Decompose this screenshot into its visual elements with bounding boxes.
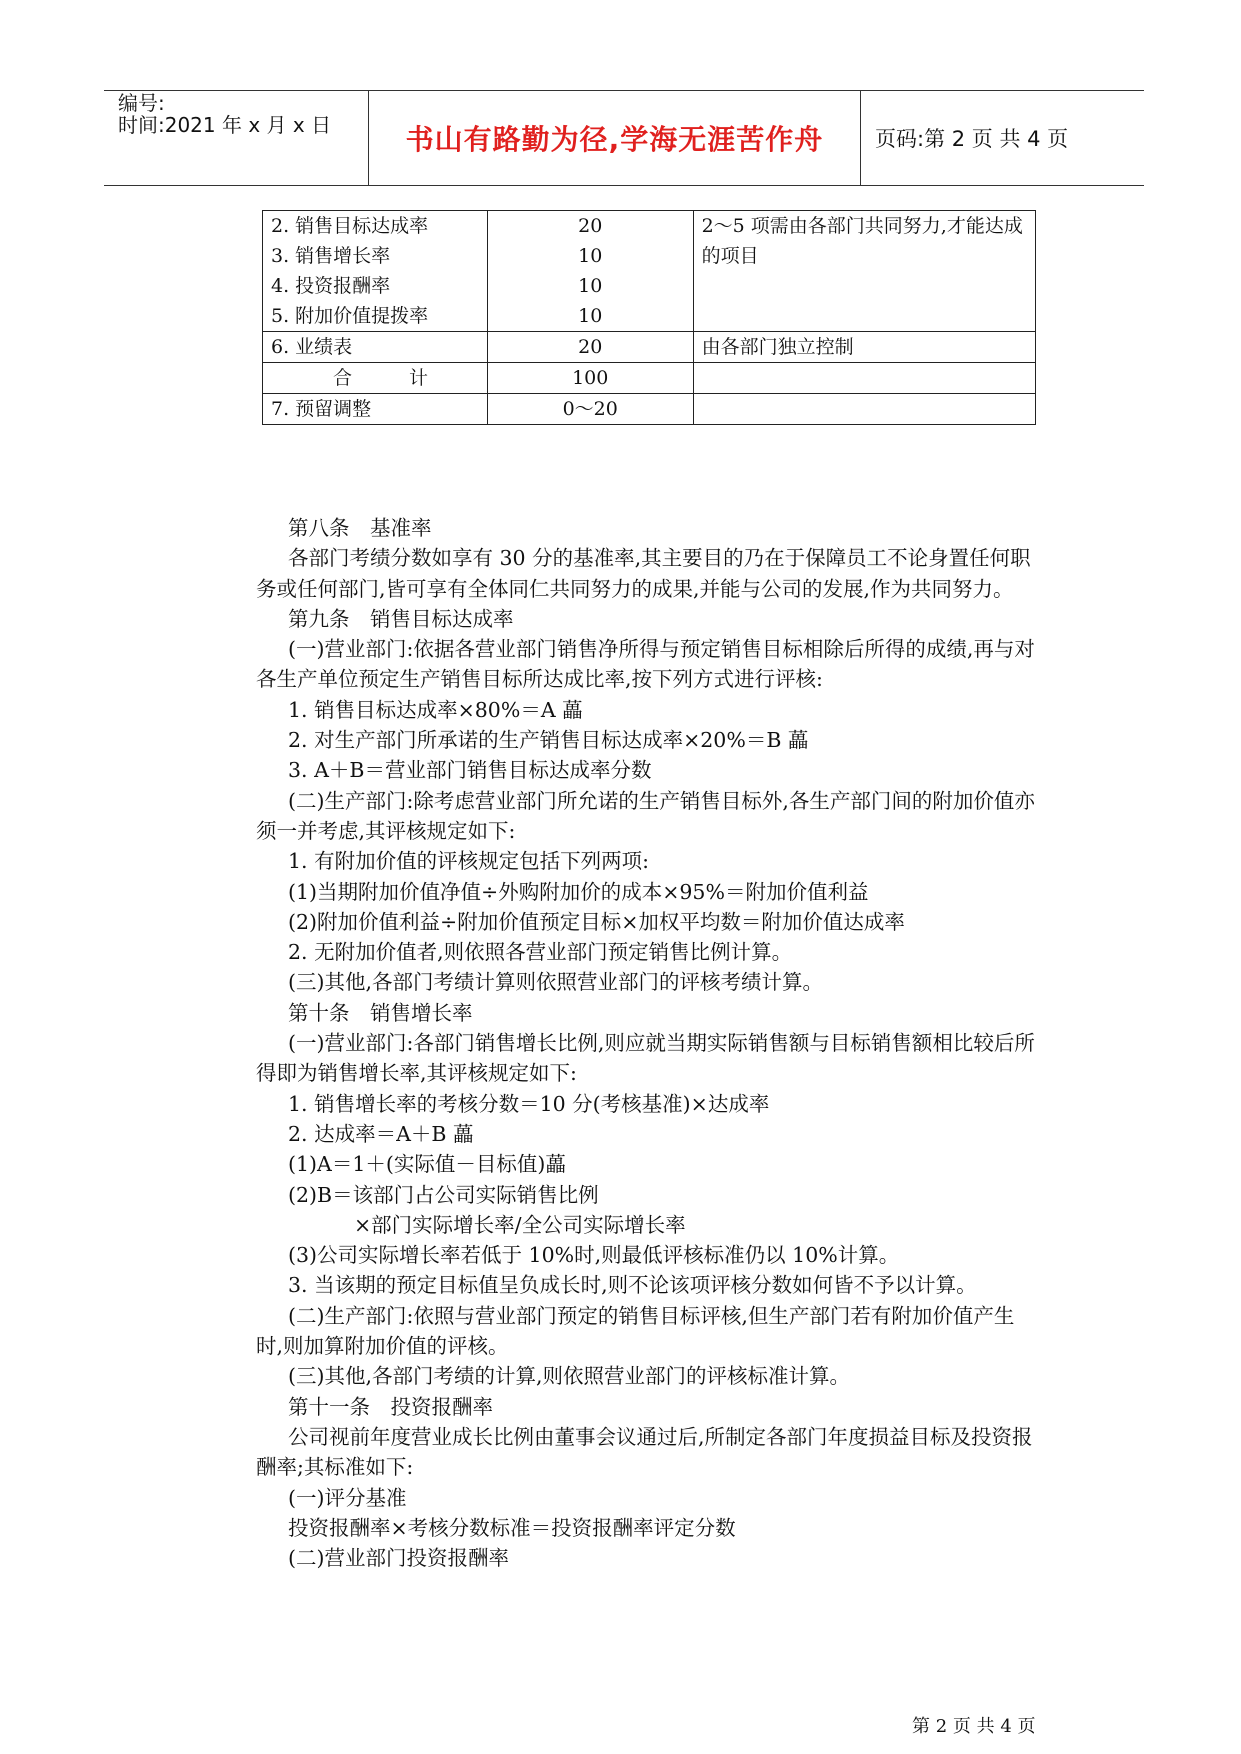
- paragraph: 2. 对生产部门所承诺的生产销售目标达成率×20%＝B 藟: [288, 728, 809, 753]
- motto-text: 书山有路勤为径,学海无涯苦作舟: [405, 123, 824, 156]
- table-cell-scores: 100: [487, 363, 693, 394]
- table-cell-note: [693, 394, 1035, 425]
- table-cell-note: [693, 363, 1035, 394]
- table-cell-note: 2～5 项需由各部门共同努力,才能达成的项目: [693, 211, 1035, 332]
- table-row: [263, 211, 1036, 332]
- paragraph: (一)评分基准: [288, 1485, 407, 1510]
- paragraph: (二)营业部门投资报酬率: [288, 1546, 509, 1571]
- paragraph: (1)当期附加价值净值÷外购附加价的成本×95%＝附加价值利益: [288, 879, 869, 904]
- number-label: 编号:: [118, 91, 165, 115]
- article-heading: 第十一条 投资报酬率: [288, 1394, 493, 1419]
- paragraph: 1. 销售增长率的考核分数＝10 分(考核基准)×达成率: [288, 1091, 770, 1116]
- table-cell-items: 7. 预留调整: [263, 394, 488, 425]
- table-cell-scores: 0～20: [487, 394, 693, 425]
- table-cell-scores: 20 10 10 10: [487, 211, 693, 332]
- page-code: 页码:第 2 页 共 4 页: [875, 127, 1069, 151]
- table-row: [263, 332, 1036, 363]
- article-heading: 第八条 基准率: [288, 516, 432, 540]
- page-footer: 第 2 页 共 4 页: [912, 1716, 1036, 1737]
- table-row: [263, 394, 1036, 425]
- header-page-cell: [861, 91, 1144, 185]
- paragraph: (三)其他,各部门考绩计算则依照营业部门的评核考绩计算。: [288, 970, 824, 995]
- paragraph: (二)生产部门:除考虑营业部门所允诺的生产销售目标外,各生产部门间的附加价值亦须一并考虑,其评核规定如下:: [256, 788, 1035, 843]
- paragraph: (2)B＝该部门占公司实际销售比例: [288, 1182, 599, 1207]
- paragraph: 各部门考绩分数如享有 30 分的基准率,其主要目的乃在于保障员工不论身置任何职务或任何部门,皆可享有全体同仁共同努力的成果,并能与公司的发展,作为共同努力。: [256, 546, 1031, 601]
- table-cell-note: 由各部门独立控制: [693, 332, 1035, 363]
- paragraph: 3. 当该期的预定目标值呈负成长时,则不论该项评核分数如何皆不予以计算。: [288, 1273, 977, 1298]
- paragraph: 1. 有附加价值的评核规定包括下列两项:: [288, 849, 649, 874]
- paragraph: (1)A＝1＋(实际值－目标值)藟: [288, 1152, 566, 1177]
- page-header: [104, 90, 1144, 186]
- paragraph: (2)附加价值利益÷附加价值预定目标×加权平均数＝附加价值达成率: [288, 909, 905, 934]
- paragraph: 3. A＋B＝营业部门销售目标达成率分数: [288, 758, 652, 783]
- paragraph: ×部门实际增长率/全公司实际增长率: [354, 1212, 686, 1237]
- article-heading: 第九条 销售目标达成率: [288, 606, 514, 631]
- paragraph: (一)营业部门:依据各营业部门销售净所得与预定销售目标相除后所得的成绩,再与对各生产单位预定生产销售目标所达成比率,按下列方式进行评核:: [256, 637, 1035, 692]
- header-motto-cell: [369, 91, 861, 185]
- paragraph: 投资报酬率×考核分数标准＝投资报酬率评定分数: [288, 1515, 736, 1540]
- header-info-cell: [104, 91, 369, 185]
- document-body: [256, 513, 1036, 1573]
- paragraph: 2. 无附加价值者,则依照各营业部门预定销售比例计算。: [288, 940, 793, 965]
- paragraph: 1. 销售目标达成率×80%＝A 藟: [288, 697, 583, 722]
- paragraph: 公司视前年度营业成长比例由董事会议通过后,所制定各部门年度损益目标及投资报酬率;其标准如下:: [256, 1424, 1033, 1480]
- paragraph: (二)生产部门:依照与营业部门预定的销售目标评核,但生产部门若有附加价值产生时,则加算附加价值的评核。: [256, 1303, 1015, 1359]
- score-table: [262, 210, 1036, 425]
- paragraph: (一)营业部门:各部门销售增长比例,则应就当期实际销售额与目标销售额相比较后所得即为销售增长率,其评核规定如下:: [256, 1031, 1035, 1086]
- table-cell-items: 6. 业绩表: [263, 332, 488, 363]
- paragraph: (三)其他,各部门考绩的计算,则依照营业部门的评核标准计算。: [288, 1364, 851, 1389]
- time-label: 时间:2021 年 x 月 x 日: [118, 113, 332, 137]
- paragraph: 2. 达成率＝A＋B 藟: [288, 1121, 474, 1146]
- article-heading: 第十条 销售增长率: [288, 1000, 473, 1025]
- table-row: [263, 363, 1036, 394]
- paragraph: (3)公司实际增长率若低于 10%时,则最低评核标准仍以 10%计算。: [288, 1243, 900, 1268]
- table-cell-items: 合 计: [263, 363, 488, 394]
- table-cell-items: 2. 销售目标达成率 3. 销售增长率 4. 投资报酬率 5. 附加价值提拨率: [263, 211, 488, 332]
- table-cell-scores: 20: [487, 332, 693, 363]
